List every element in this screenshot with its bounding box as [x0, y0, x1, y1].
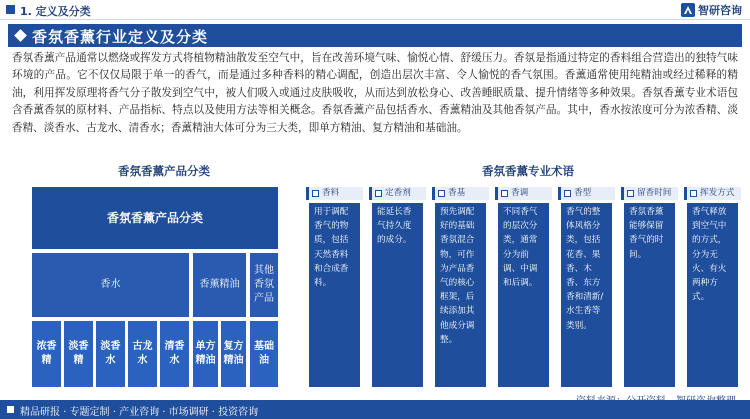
term-description: 用于调配香气的物质，包括天然香料和合成香料。 — [309, 203, 360, 387]
term-name: 香料 — [322, 188, 340, 198]
diamond-icon — [14, 29, 27, 42]
term-column — [684, 187, 741, 387]
term-description: 香气的整体风格分类，包括花香、果香、木香、东方香和清新/水生香等类别。 — [561, 203, 612, 387]
footer-services: 精品研报 · 专题定制 · 产业咨询 · 市场调研 · 投资咨询 — [20, 407, 259, 418]
term-header — [558, 187, 615, 200]
classification-diagram — [32, 187, 278, 387]
brand-logo[interactable] — [681, 2, 742, 18]
checkbox-icon — [312, 190, 319, 197]
leaf-box: 淡香水 — [96, 321, 125, 387]
term-column — [432, 187, 489, 387]
group-box-perfume: 香水 — [32, 253, 189, 317]
terminology-panel — [306, 187, 742, 387]
term-name: 香型 — [574, 188, 592, 198]
term-description: 预先调配好的基础香氛混合物，可作为产品香气的核心框架，后续添加其他成分调整。 — [435, 203, 486, 387]
term-header — [369, 187, 426, 200]
term-name: 定香剂 — [385, 188, 411, 198]
term-header — [495, 187, 552, 200]
term-column — [495, 187, 552, 387]
page-title: 香氛香薰行业定义及分类 — [32, 28, 209, 46]
term-name: 香调 — [511, 188, 529, 198]
term-description: 香氛香薰能够保留香气的时间。 — [624, 203, 675, 387]
checkbox-icon — [438, 190, 445, 197]
diagram-root-box: 香氛香薰产品分类 — [32, 187, 278, 249]
term-column — [558, 187, 615, 387]
mountain-logo-icon — [681, 3, 695, 17]
top-bar — [0, 0, 750, 20]
leaf-box: 清香水 — [160, 321, 189, 387]
checkbox-icon — [375, 190, 382, 197]
section-bullet-icon — [6, 5, 15, 14]
leaf-box: 淡香精 — [64, 321, 93, 387]
brand-logo-text: 智研咨询 — [698, 4, 742, 17]
term-name: 香基 — [448, 188, 466, 198]
leaf-box: 浓香精 — [32, 321, 61, 387]
group-box-other-fragrance: 其他香氛产品 — [250, 253, 278, 317]
checkbox-icon — [627, 190, 634, 197]
footer-bar — [0, 400, 750, 419]
checkbox-icon — [690, 190, 697, 197]
term-column — [306, 187, 363, 387]
intro-paragraph: 香氛香薰产品通常以燃烧或挥发方式将植物精油散发至空气中，旨在改善环境气味、愉悦心情、舒缓压力。香氛是指通过特定的香料组合营造出的独特气味环境的产品。它不仅仅局限于单一的香气，而是通过多种香料的精心调配，创造出层次丰富、令人愉悦的香气氛围。香薰通常使用纯精油或经过稀释的精油，利用挥发原理将香气分子散发到空气中，被人们吸入或通过皮肤吸收，从而达到放松身心、改善睡眠质量、提升情绪等多种效果。香氛香薰专业术语包含香薰香氛的原材料、产品指标、特点以及使用方法等相关概念。香氛香薰产品包括香水、香薰精油及其他香氛产品。其中，香水按浓度可分为浓香精、淡香精、淡香水、古龙水、清香水；香薰精油大体可分为三大类，即单方精油、复方精油和基础油。 — [12, 52, 738, 134]
term-header — [684, 187, 741, 200]
footer-bullet-icon — [7, 406, 14, 413]
term-header — [432, 187, 489, 200]
term-header — [306, 187, 363, 200]
checkbox-icon — [564, 190, 571, 197]
leaf-box: 复方精油 — [221, 321, 246, 387]
classification-caption: 香氛香薰产品分类 — [118, 164, 210, 178]
term-name: 留香时间 — [637, 188, 672, 198]
group-box-essential-oil: 香薰精油 — [193, 253, 246, 317]
section-label: 1. 定义及分类 — [20, 5, 91, 18]
term-description: 香气释放到空气中的方式，分为无火、有火两种方式。 — [687, 203, 738, 387]
term-column — [369, 187, 426, 387]
leaf-box: 单方精油 — [193, 321, 218, 387]
leaf-box: 古龙水 — [128, 321, 157, 387]
term-name: 挥发方式 — [700, 188, 735, 198]
terminology-caption: 香氛香薰专业术语 — [482, 164, 574, 178]
leaf-box: 基础油 — [250, 321, 278, 387]
term-description: 能延长香气持久度的成分。 — [372, 203, 423, 387]
title-bar — [8, 24, 742, 47]
term-column — [621, 187, 678, 387]
term-header — [621, 187, 678, 200]
term-description: 不同香气的层次分类，通常分为前调、中调和后调。 — [498, 203, 549, 387]
checkbox-icon — [501, 190, 508, 197]
